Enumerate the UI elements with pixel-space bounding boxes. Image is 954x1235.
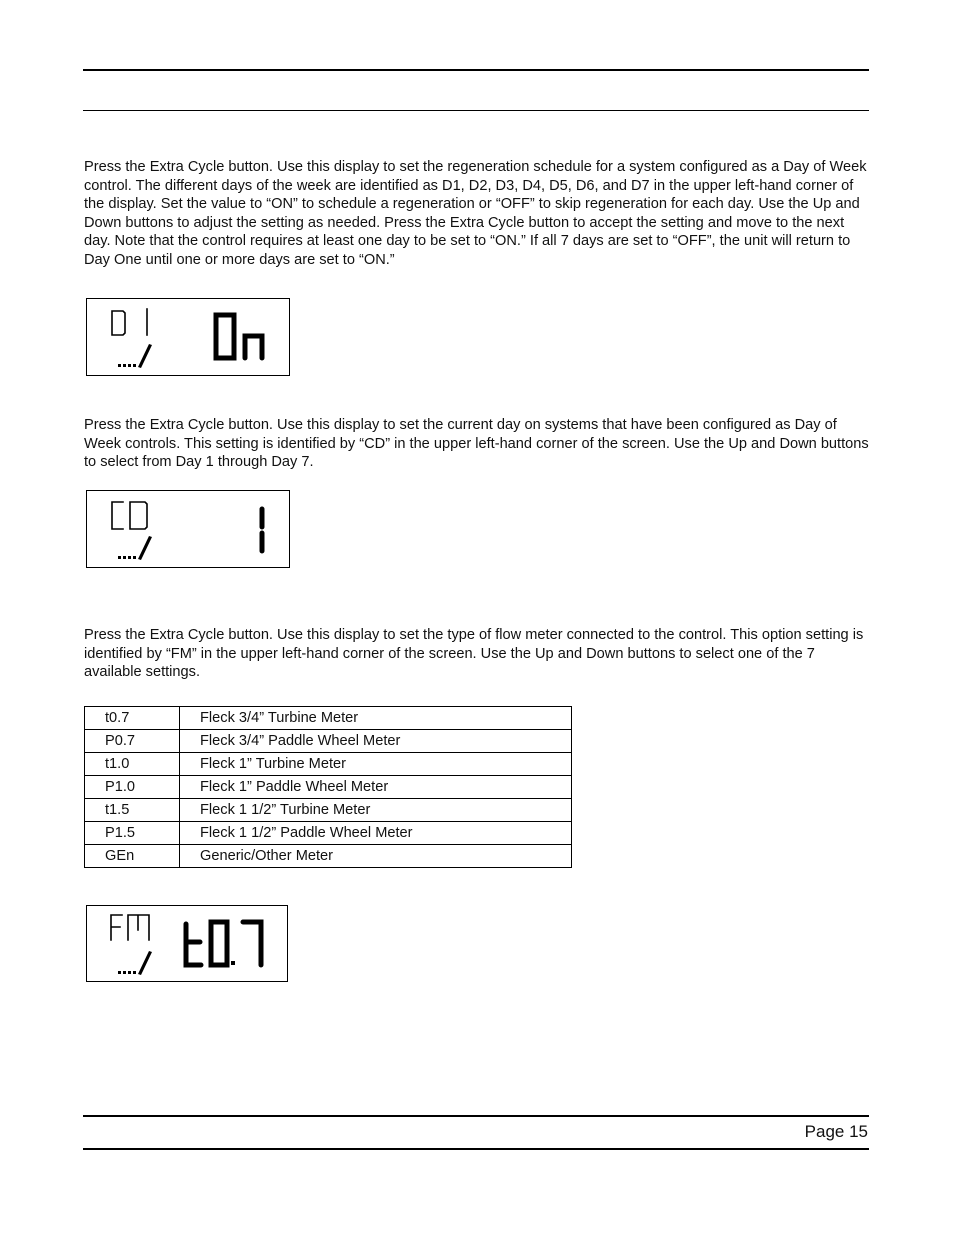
lcd-segments — [87, 491, 291, 569]
meter-description: Fleck 1 1/2” Turbine Meter — [180, 799, 572, 822]
table-row — [85, 730, 572, 753]
lcd-decimal-point — [231, 961, 235, 965]
lcd-display-flow-meter — [86, 905, 288, 982]
lcd-value-on — [216, 315, 262, 358]
table-row — [85, 799, 572, 822]
meter-description: Generic/Other Meter — [180, 845, 572, 868]
header-rule-top — [83, 69, 869, 71]
lcd-value-t07 — [186, 922, 261, 965]
footer-rule-top — [83, 1115, 869, 1117]
meter-description: Fleck 1 1/2” Paddle Wheel Meter — [180, 822, 572, 845]
table-row — [85, 776, 572, 799]
table-row — [85, 822, 572, 845]
table-row — [85, 707, 572, 730]
lcd-segments — [87, 906, 289, 983]
meter-code: t0.7 — [85, 707, 180, 730]
lcd-progress-indicator — [118, 951, 152, 975]
meter-code: P1.5 — [85, 822, 180, 845]
meter-code: P0.7 — [85, 730, 180, 753]
lcd-code-d1 — [112, 309, 147, 335]
footer-rule-bottom — [83, 1148, 869, 1150]
lcd-code-fm — [111, 915, 149, 940]
current-day-paragraph: Press the Extra Cycle button. Use this display to set the current day on systems that have been configured as Day of Week controls. This setting is identified by “CD” in the upper left-hand corner of the screen. Use the Up and Down buttons to select from Day 1 through Day 7. — [84, 417, 869, 471]
header-rule-bottom — [83, 110, 869, 111]
flow-meter-table — [84, 706, 572, 868]
day-of-week-paragraph: Press the Extra Cycle button. Use this display to set the regeneration schedule for a system configured as a Day of Week control. The different days of the week are identified as D1, D2, D3, D4, D5, D6, and D7 in the upper left-hand corner of the display. Set the value to “ON” to schedule a regeneration or “OFF” to skip regeneration for each day. Use the Up and Down buttons to adjust the setting as needed. Press the Extra Cycle button to accept the setting and move to the next day. Note that the control requires at least one day to be set to “ON.” If all 7 days are set to “OFF”, the unit will return to Day One until one or more days are set to “ON.” — [84, 159, 867, 268]
table-row — [85, 845, 572, 868]
lcd-segments — [87, 299, 291, 377]
flow-meter-paragraph: Press the Extra Cycle button. Use this display to set the type of flow meter connected to the control. This option setting is identified by “FM” in the upper left-hand corner of the screen. Use the Up and Down buttons to select one of the 7 available settings. — [84, 627, 864, 681]
lcd-progress-indicator — [118, 536, 152, 560]
meter-code: GEn — [85, 845, 180, 868]
meter-description: Fleck 3/4” Paddle Wheel Meter — [180, 730, 572, 753]
meter-description: Fleck 3/4” Turbine Meter — [180, 707, 572, 730]
meter-code: t1.5 — [85, 799, 180, 822]
lcd-progress-indicator — [118, 344, 152, 368]
lcd-display-current-day — [86, 490, 290, 568]
meter-code: P1.0 — [85, 776, 180, 799]
lcd-display-day-of-week — [86, 298, 290, 376]
meter-description: Fleck 1” Turbine Meter — [180, 753, 572, 776]
lcd-code-cd — [112, 502, 147, 529]
meter-description: Fleck 1” Paddle Wheel Meter — [180, 776, 572, 799]
meter-code: t1.0 — [85, 753, 180, 776]
table-row — [85, 753, 572, 776]
page-number: Page 15 — [804, 1122, 868, 1141]
